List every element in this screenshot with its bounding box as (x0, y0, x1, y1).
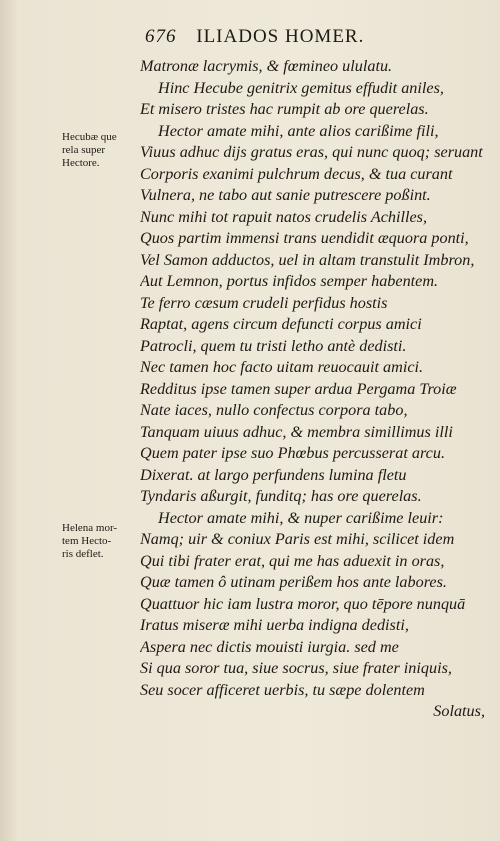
verse-body (140, 56, 485, 723)
verse-line: Raptat, agens circum defuncti corpus amici (140, 315, 422, 333)
verse-line: Et misero tristes hac rumpit ab ore querelas. (140, 100, 429, 118)
margin-note-line: rela super (62, 144, 106, 156)
margin-note-helena (62, 522, 140, 561)
verse-line: Iratus miseræ mihi uerba indigna dedisti, (140, 616, 409, 634)
verse-line: Redditus ipse tamen super ardua Pergama Troiæ (140, 379, 457, 398)
verse-line: Nate iaces, nullo confectus corpora tabo, (140, 401, 408, 419)
verse-line: Quattuor hic iam lustra moror, quo tēpore nunquā (140, 594, 466, 613)
verse-line: Vulnera, ne tabo aut sanie putrescere poßint. (140, 186, 431, 204)
page-number: 676 (145, 26, 177, 47)
verse-line: Qui tibi frater erat, qui me has aduexit in oras, (140, 551, 445, 570)
verse-line: Viuus adhuc dijs gratus eras, qui nunc quoq; seruant (140, 143, 483, 161)
running-header (145, 26, 475, 48)
verse-line: Quæ tamen ô utinam perißem hos ante labores. (140, 573, 447, 591)
verse-line: Tyndaris aßurgit, funditq; has ore querelas. (140, 487, 422, 505)
verse-line: Hinc Hecube genitrix gemitus effudit aniles, (158, 78, 444, 97)
catchword: Solatus, (433, 702, 485, 720)
margin-note-hecuba (62, 131, 140, 170)
margin-note-line: Helena mor- (62, 522, 118, 534)
verse-line: Namq; uir & coniux Paris est mihi, scilicet idem (140, 530, 455, 548)
verse-line: Hector amate mihi, & nuper carißime leuir: (158, 508, 444, 527)
margin-note-line: ris deflet. (62, 548, 104, 560)
verse-line: Quos partim immensi trans uendidit æquora ponti, (140, 229, 469, 247)
verse-line: Aut Lemnon, portus infidos semper habentem. (140, 272, 439, 290)
verse-line: Si qua soror tua, siue socrus, siue frater iniquis, (140, 659, 452, 677)
margin-note-line: tem Hecto- (62, 535, 112, 547)
margin-note-line: Hectore. (62, 157, 100, 169)
verse-line: Nunc mihi tot rapuit natos crudelis Achilles, (140, 207, 428, 226)
verse-line: Tanquam uiuus adhuc, & membra simillimus illi (140, 422, 453, 441)
margin-note-line: Hecubæ que (62, 131, 117, 143)
verse-line: Te ferro cæsum crudeli perfidus hostis (140, 293, 388, 312)
verse-line: Vel Samon adductos, uel in altam transtulit Imbron, (140, 250, 475, 269)
verse-line: Hector amate mihi, ante alios carißime fili, (158, 121, 439, 140)
verse-line: Dixerat. at largo perfundens lumina fletu (140, 465, 407, 484)
verse-line: Nec tamen hoc facto uitam reuocauit amici. (140, 358, 424, 376)
verse-line: Corporis exanimi pulchrum decus, & tua curant (140, 164, 453, 183)
running-title: ILIADOS HOMER. (196, 26, 365, 47)
verse-line: Quem pater ipse suo Phœbus percusserat arcu. (140, 444, 445, 462)
verse-line: Patrocli, quem tu tristi letho antè dedisti. (140, 336, 407, 355)
verse-line: Matronæ lacrymis, & fœmineo ululatu. (140, 57, 393, 75)
verse-line: Seu socer afficeret uerbis, tu sæpe dolentem (140, 680, 425, 699)
verse-line: Aspera nec dictis mouisti iurgia. sed me (140, 637, 399, 656)
